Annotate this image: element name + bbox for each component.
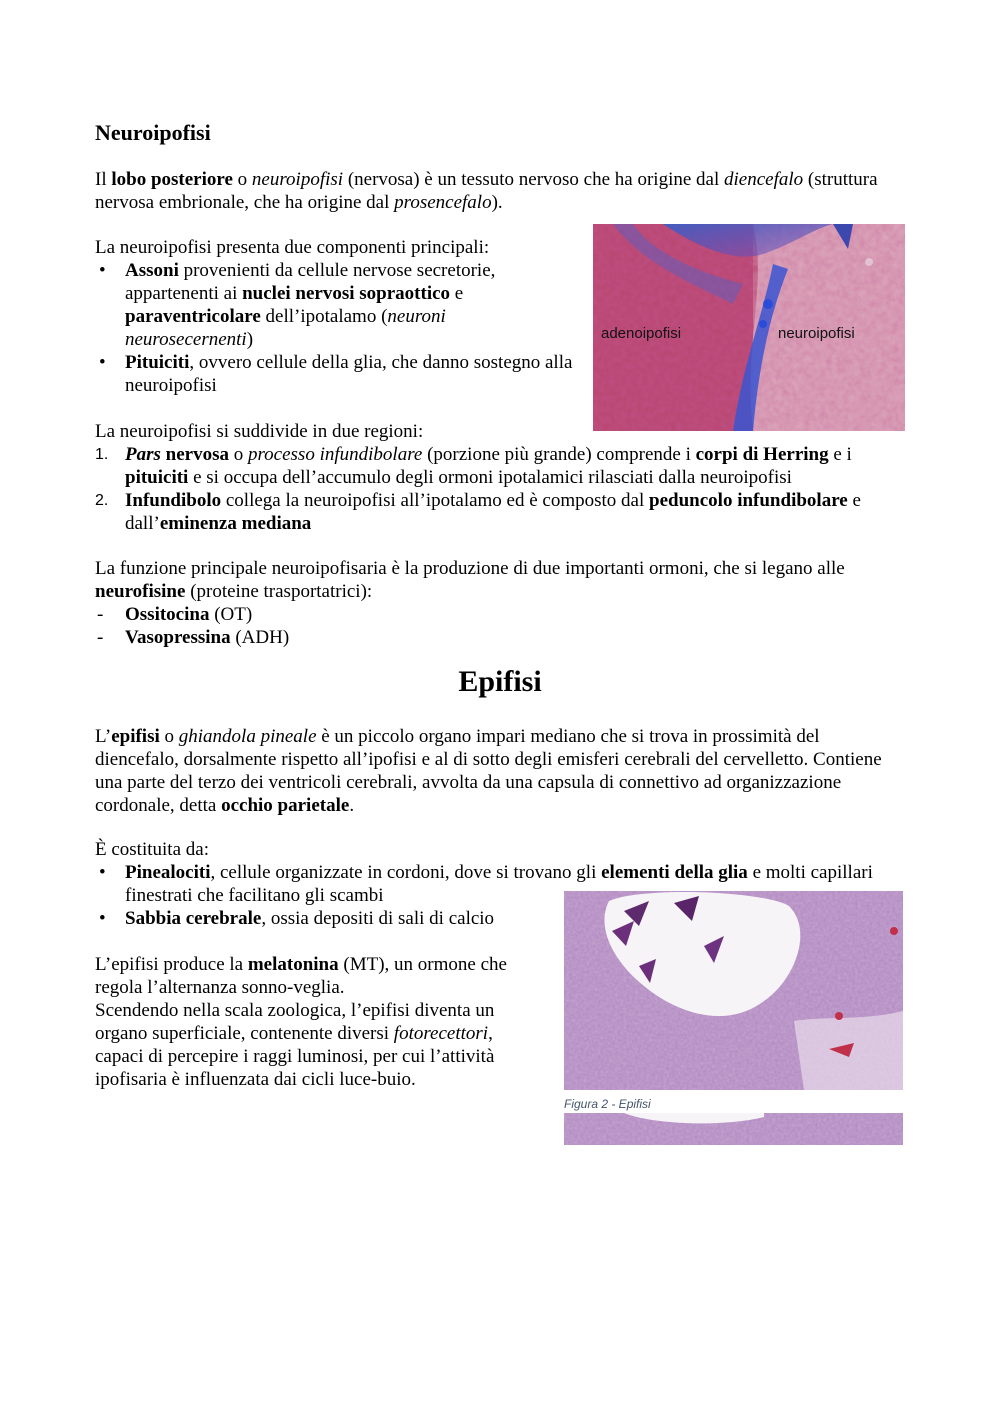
list-item: - Vasopressina (ADH)	[97, 627, 290, 648]
list-item: 2. Infundibolo collega la neuroipofisi all’ipotalamo ed è composto dal peduncolo infundibolare e dall’eminenza mediana	[95, 490, 861, 534]
list-item: • Pituiciti, ovvero cellule della glia, che danno sostegno alla neuroipofisi	[95, 351, 575, 397]
image-label-neuroipofisi: neuroipofisi	[778, 325, 855, 342]
list-item: 1. Pars nervosa o processo infundibolare (porzione più grande) comprende i corpi di Herring e i pituiciti e si occupa dell’accumulo degli ormoni ipotalamici rilasciati dalla neuroipofisi	[95, 444, 852, 488]
list-item: • Pinealociti, cellule organizzate in cordoni, dove si trovano gli elementi della glia e molti capillari finestrati che facilitano gli scambi	[95, 861, 895, 907]
hormones-list	[95, 603, 289, 649]
figure-caption: Figura 2 - Epifisi	[564, 1097, 651, 1111]
regions-intro: La neuroipofisi si suddivide in due regioni:	[95, 421, 424, 442]
histology-image-epifisi	[564, 891, 903, 1090]
composed-intro: È costituita da:	[95, 839, 209, 860]
list-item: • Sabbia cerebrale, ossia depositi di sali di calcio	[95, 907, 895, 930]
melatonin-paragraph: L’epifisi produce la melatonina (MT), un ormone che regola l’alternanza sonno-veglia. Scendendo nella scala zoologica, l’epifisi diventa un organo superficiale, contenente diversi fotorecettori, capaci di percepire i raggi luminosi, per cui l’attività ipofisaria è influenzata dai cicli luce-buio.	[95, 954, 507, 1090]
components-intro: La neuroipofisi presenta due componenti principali:	[95, 237, 490, 258]
neuro-intro-paragraph: Il lobo posteriore o neuroipofisi (nervosa) è un tessuto nervoso che ha origine dal diencefalo (struttura nervosa embrionale, che ha origine dal prosencefalo).	[95, 169, 878, 213]
image-label-adenoipofisi: adenoipofisi	[601, 325, 682, 342]
regions-list	[95, 443, 905, 535]
histology-image-pituitary	[593, 224, 905, 431]
histology-image-strip	[564, 1113, 903, 1145]
section-title-epifisi: Epifisi	[458, 665, 542, 698]
function-paragraph: La funzione principale neuroipofisaria è la produzione di due importanti ormoni, che si legano alle neurofisine (proteine trasportatrici):	[95, 558, 845, 602]
list-item: - Ossitocina (OT)	[97, 604, 253, 625]
components-list	[95, 259, 575, 397]
histology-strip-svg	[564, 1113, 903, 1145]
section-title-neuroipofisi: Neuroipofisi	[95, 120, 211, 145]
epifisi-intro-paragraph: L’epifisi o ghiandola pineale è un piccolo organo impari mediano che si trova in prossimità del diencefalo, dorsalmente rispetto all’ipofisi e al di sotto degli emisferi cerebrali del cervelletto. Contiene una parte del terzo dei ventricoli cerebrali, avvolta da una capsula di connettivo ad organizzazione cordonale, detta occhio parietale.	[95, 726, 882, 816]
histology-epifisi-svg	[564, 891, 903, 1090]
list-item: • Assoni provenienti da cellule nervose secretorie, appartenenti ai nuclei nervosi sopraottico e paraventricolare dell’ipotalamo (neuroni neurosecernenti)	[95, 259, 575, 351]
